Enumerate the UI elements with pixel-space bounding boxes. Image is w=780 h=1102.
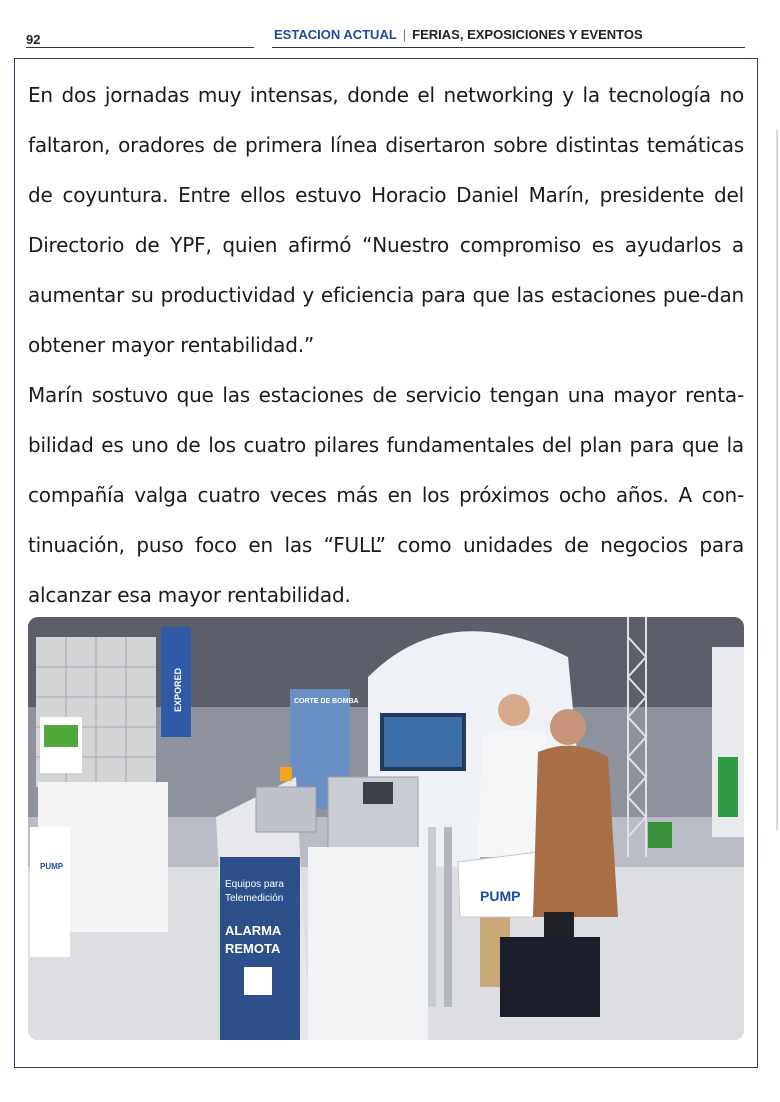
photo-panel-line-2: Telemedición <box>225 893 284 904</box>
photo-pump-logo-bag: PUMP <box>480 888 521 904</box>
photo-panel-line-3: ALARMA <box>225 923 282 938</box>
article-body <box>28 70 744 620</box>
photo-panel-line-1: Equipos para <box>225 879 284 890</box>
event-photo <box>28 617 744 1040</box>
header-rule-right <box>272 47 745 48</box>
article-paragraph-2: Marín sostuvo que las estaciones de servicio tengan una mayor renta-bilidad es uno de los cuatro pilares fundamentales del plan para que la compañía valga cuatro veces más en los próximos ocho años. A con-tinuación, puso foco en las “FULL” como unidades de negocios para alcanzar esa mayor rentabilidad. <box>28 383 744 607</box>
photo-booth-sign: CORTE DE BOMBA <box>294 698 359 705</box>
photo-pump-logo-left: PUMP <box>40 862 64 871</box>
photo-banner-text: EXPORED <box>173 667 183 712</box>
header-rule-left <box>26 47 254 48</box>
page-number: 92 <box>26 32 41 47</box>
photo-panel-line-4: REMOTA <box>225 941 281 956</box>
section-header <box>274 27 643 42</box>
section-topic: FERIAS, EXPOSICIONES Y EVENTOS <box>412 27 643 42</box>
page-edge <box>776 130 778 830</box>
article-paragraph-1: En dos jornadas muy intensas, donde el networking y la tecnología no faltaron, oradores de primera línea disertaron sobre distintas temáticas de coyuntura. Entre ellos estuvo Horacio Daniel Marín, presidente del Directorio de YPF, quien afirmó “Nuestro compromiso es ayudarlos a aumentar su productividad y eficiencia para que las estaciones pue-dan obtener mayor rentabilidad.” <box>28 83 744 357</box>
section-name: ESTACION ACTUAL <box>274 27 397 42</box>
header-divider: | <box>402 27 407 42</box>
